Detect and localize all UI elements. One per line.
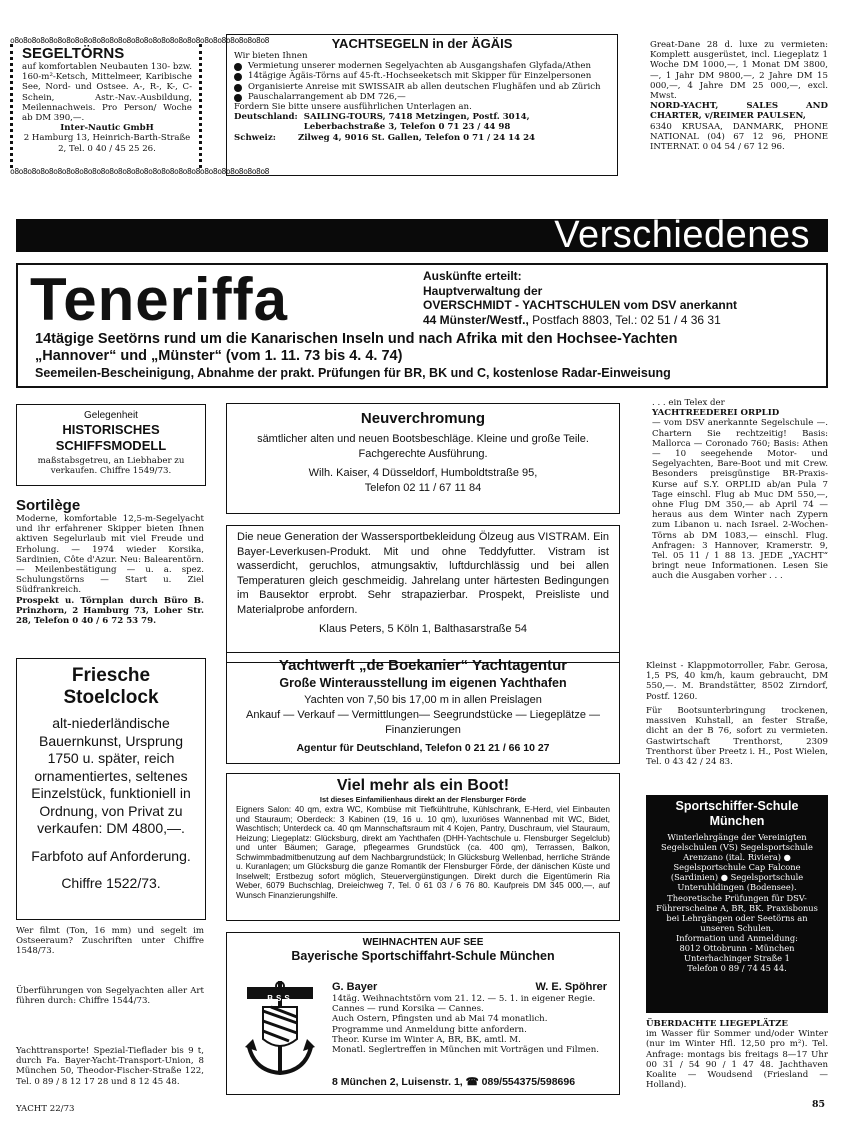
boot-title: Viel mehr als ein Boot! (336, 777, 510, 794)
boot-body: Eigners Salon: 40 qm, extra WC, Kombüse mit Tiefkühltruhe, Kühlschrank, E-Herd, viel Einbauten und Stauraum; Oberdeck: 3 Kabinen (19, 16 u. 10 qm), luxuriöses Wannenbad mit WC, Bidet, Waschtisch; Unterdeck ca. 40 qm Mannschaftsraum mit 4 Kojen, Pantry, Duschraum, viel Stauraum, Heizung; Liegeplatz: Glücksburg, direkt am Yachthafen (DHH-Yachtschule u. Flensburger Segelclub) und unter Bäumen; Garage, pflegearmes Grundstück (ca. 400 qm), Terrassen, Balkon, Schwimmbadmitbenutzung auf dem Nachbargrundstück; In Glücksburg Wellenbad, herrliche Strände u. Kuranlagen; um Glücksburg die ganze Romantik der Flensburger Förde, der dänischen Küste und Inselwelt; Erstbezug sofort möglich, Steuervergünstigungen. Direkt durch die Eigentümerin Ria Weber, 6079 Buchschlag, Dreieichweg 7, Tel. 0 61 03 / 6 76 80. Kaufpreis DM 345 000,—, auf Wunsch Finanzierungshilfe. (236, 804, 610, 900)
telephone-icon: ☎ (465, 1076, 479, 1088)
transporte-ad: Yachttransporte! Spezial-Tieflader bis 9 t, durch Fa. Bayer-Yacht-Transport-Union, 8 München 50, Theodor-Fischer-Straße 122, Tel. 0 89 / 8 12 17 28 und 8 12 45 48. (16, 1046, 204, 1087)
ueberfuehrungen-ad: Überführungen von Segelyachten aller Art führen durch: Chiffre 1544/73. (16, 986, 204, 1007)
bullet-icon (234, 94, 242, 102)
chain-border-bottom: o8o8o8o8o8o8o8o8o8o8o8o8o8o8o8o8o8o8o8o8o8o8o8o8o8o8o8o8o8o8 (10, 167, 269, 176)
sortilege-body: Moderne, komfortable 12,5-m-Segelyacht und ihr erfahrener Skipper bieten Ihnen aktiven Segelurlaub mit viel Freude und Erholung. — 1974 wieder Korsika, Sardinien, Côte d'Azur. Neu: Balearentörn. — Meilenbestätigung — u. a. spez. Schulungstörns — Start u. Ziel Südfrankreich. (16, 514, 204, 596)
aegaeis-ad (226, 34, 618, 176)
great-dane-ad (650, 40, 828, 152)
weihnachten-name-left: G. Bayer (332, 981, 378, 993)
teneriffa-line2: „Hannover“ und „Münster“ (vom 1. 11. 73 bis 4. 4. 74) (35, 348, 403, 364)
stoelclock-photo: Farbfoto auf Anforderung. (31, 847, 191, 864)
aegaeis-item: Vermietung unserer modernen Segelyachten ab Ausgangshafen Glyfada/Athen (234, 61, 610, 71)
segeltoerns-address: 2 Hamburg 13, Heinrich-Barth-Straße 2, Tel. 0 40 / 45 25 26. (23, 133, 191, 154)
bullet-icon (234, 84, 242, 92)
aegaeis-item: Pauschalarrangement ab DM 726,— (234, 92, 610, 102)
teneriffa-line1: 14tägige Seetörns rund um die Kanarischen Inseln und nach Afrika mit den Hochsee-Yachten (35, 331, 678, 347)
bootsunter-ad: Für Bootsunterbringung trockenen, massiven Kuhstall, an fester Straße, dicht an der B 76, sofort zu vermieten. Gastwirtschaft Trenthorst, 2309 Trenthorst über Preetz i. H., Post Wielen, Tel. 0 43 42 / 24 83. (646, 706, 828, 768)
stoelclock-chiffre: Chiffre 1522/73. (61, 875, 161, 891)
liegeplaetze-title: ÜBERDACHTE LIEGEPLÄTZE (646, 1019, 788, 1029)
aegaeis-item: 14tägige Ägäis-Törns auf 45-ft.-Hochseeketsch mit Skipper für Einzelpersonen (234, 71, 610, 81)
bullet-icon (234, 73, 242, 81)
boekanier-body: Yachten von 7,50 bis 17,00 m in allen Preislagen Ankauf — Verkauf — Vermittlungen— Seegrundstücke — Liegeplätze — Finanzierungen (245, 694, 601, 736)
sportschiffer-title: Sportschiffer-Schule München (675, 799, 799, 828)
orplid-intro: . . . ein Telex der (652, 398, 725, 408)
bullet-icon (234, 63, 242, 71)
great-dane-address: 6340 KRUSAA, DANMARK, PHONE NATIONAL (04) 67 12 96, PHONE INTERNAT. 0 04 54 / 67 12 96. (650, 121, 828, 153)
boot-subtitle: Ist dieses Einfamilienhaus direkt an der Flensburger Förde (319, 795, 527, 804)
orplid-company: YACHTREEDEREI ORPLID (652, 408, 780, 419)
weihnachten-pre: WEIHNACHTEN AUF SEE (362, 937, 484, 948)
neuverchromung-ad (226, 403, 620, 514)
schiffsmodell-body: maßstabsgetreu, an Liebhaber zu verkaufen. Chiffre 1549/73. (37, 456, 185, 477)
aegaeis-de: Deutschland: SAILING-TOURS, 7418 Metzingen, Postf. 3014, Leberbachstraße 3, Telefon 0 71 23 / 44 98 (234, 112, 530, 133)
great-dane-text: Great-Dane 28 d. luxe zu vermieten: Komplett ausgerüstet, incl. Liegeplatz 1 Woche DM 1000,—, 1 Monat DM 3800,—, 1 Jahr DM 9800,—, 2 Jahre DM 15 000,—, 4 Jahre DM 25 000,—, excl. Mwst. (650, 40, 828, 102)
schiffsmodell-ad (16, 404, 206, 486)
boekanier-agentur: Agentur für Deutschland, Telefon 0 21 21 / 66 10 27 (296, 742, 550, 754)
aegaeis-intro: Wir bieten Ihnen (234, 51, 308, 61)
teneriffa-info: Auskünfte erteilt: Hauptverwaltung der OVERSCHMIDT - YACHTSCHULEN vom DSV anerkannt 44 Münster/Westf., Postfach 8803, Tel.: 02 51 / 4 36 31 (423, 269, 738, 327)
segeltoerns-body: auf komfortablen Neubauten 130- bzw. 160-m²-Ketsch, Mittelmeer, Karibische See, Nord- und Ostsee. A-, R-, K-, C-Schein, Astr.-Nav.-Ausbildung, Meilennachweis. Pro Person/ Woche ab DM 390,—. (22, 62, 192, 124)
boekanier-subtitle: Große Winterausstellung im eigenen Yachthafen (279, 676, 567, 690)
neuverchromung-body: sämtlicher alten und neuen Bootsbeschläge. Kleine und große Teile. Fachgerechte Ausführung. (257, 433, 589, 460)
liegeplaetze-body: im Wasser für Sommer und/oder Winter (nur im Winter Hfl. 12,50 pro m²). Tel. Anfrage: montags bis freitags 8—17 Uhr 00 31 / 54 90 / 1 47 48. Jachthaven Koalite — Woudsend (Friesland — Holland). (646, 1029, 828, 1091)
orplid-body: — vom DSV anerkannte Segelschule —. Chartern Sie rechtzeitig! Basis: Mallorca — Coronado 760; Basis: Athen — 10 seegehende Motor- und Segelyachten, Bare-Boot und mit Crew. Besonders preisgünstige BR-Praxis-Kurse auf S.Y. ORPLID ab/an Pula 7 Tage einschl. Flug ab Muc DM 550,—, ohne Flug DM 350,— ab April 74 — heraus aus dem Winter nach Zypern zum Libanon u. nach Israel. 2-Wochen-Törns ab DM 1083,— einschl. Flug. Anfragen: 3 Hannover, Kramerstr. 9, Tel. 05 11 / 1 88 13. JEDE „YACHT“ bringt neue Informationen. Lesen Sie auch die Ausgaben vorher . . . (652, 418, 828, 582)
stoelclock-ad (16, 658, 206, 920)
neuverchromung-addr: Wilh. Kaiser, 4 Düsseldorf, Humboldtstraße 95, (308, 467, 538, 479)
neuverchromung-title: Neuverchromung (360, 410, 486, 427)
segeltoerns-title: SEGELTÖRNS (22, 45, 125, 62)
page-number: 85 (812, 1099, 826, 1110)
vistram-body: Die neue Generation der Wassersportbekleidung Ölzeug aus VISTRAM. Ein Bayer-Leverkusen-Produkt. Mit und ohne Teddyfutter. Vistram ist wasserdicht, geruchlos, atmungsaktiv, luftdurchlässig und bei allen Temperaturen gleich geschmeidig. Jahrelang unter härtesten Bedingungen im Bausektor erprobt. Sehr strapazierbar. Prospekt, Preisliste und Materialprobe anfordern. (237, 531, 609, 616)
section-title: Verschiedenes (554, 214, 810, 256)
aegaeis-ch: Schweiz: Zilweg 4, 9016 St. Gallen, Telefon 0 71 / 24 14 24 (234, 132, 536, 143)
sortilege-title: Sortilège (16, 497, 81, 514)
weihnachten-name-right: W. E. Spöhrer (535, 981, 607, 993)
chain-border-left (10, 44, 17, 168)
great-dane-company: NORD-YACHT, SALES AND CHARTER, v/REIMER PAULSEN, (650, 101, 828, 122)
liegeplaetze-ad (646, 1019, 828, 1090)
orplid-ad (652, 398, 828, 582)
segeltoerns-ad (10, 36, 269, 176)
aegaeis-title: YACHTSEGELN in der ÄGÄIS (331, 36, 513, 51)
boot-ad (226, 773, 620, 921)
stoelclock-title: Friesche Stoelclock (63, 665, 159, 708)
bss-logo (245, 981, 315, 1077)
segeltoerns-company: Inter-Nautic GmbH (60, 123, 154, 134)
sortilege-ad (16, 497, 204, 626)
aegaeis-item: Organisierte Anreise mit SWISSAIR ab allen deutschen Flughäfen und ab Zürich (234, 82, 610, 92)
aegaeis-outro: Fordern Sie bitte unsere ausführlichen Unterlagen an. (234, 102, 472, 113)
stoelclock-body: alt-niederländische Bauernkunst, Ursprung 1750 u. später, reich ornamentiertes, seltenes Einzelstück, funktioniell in Ordnung, von Privat zu verkaufen: DM 4800,—. (31, 715, 191, 836)
neuverchromung-phone: Telefon 02 11 / 67 11 84 (364, 482, 482, 494)
boekanier-ad (226, 652, 620, 764)
footer-issue: YACHT 22/73 (16, 1104, 75, 1114)
film-ad: Wer filmt (Ton, 16 mm) und segelt im Ostseeraum? Zuschriften unter Chiffre 1548/73. (16, 926, 204, 957)
weihnachten-ad (226, 932, 620, 1095)
chain-border-right (195, 44, 202, 168)
sportschiffer-body: Winterlehrgänge der Vereinigten Segelschulen (VS) Segelsportschule Arenzano (ital. Riviera) ● Segelsportschule Cap Falcone (Sardinien) ● Segelsportschule Unteruhldingen (Bodensee). Theoretische Prüfungen für DSV-Führerscheine A, BR, BK. Praxisbonus bei Lehrgängen oder Seetörns an unseren Schulen. Information und Anmeldung: 8012 Ottobrunn - München Unterhachinger Straße 1 Telefon 0 89 / 74 45 44. (656, 832, 818, 974)
bss-logo-text: BSS (267, 994, 293, 1003)
schiffsmodell-pre: Gelegenheit (84, 410, 138, 421)
teneriffa-line3: Seemeilen-Bescheinigung, Abnahme der prakt. Prüfungen für BR, BK und C, kostenlose Radar-Einweisung (35, 366, 671, 380)
teneriffa-title: Teneriffa (30, 266, 288, 333)
section-banner (16, 214, 828, 256)
chain-border-top: o8o8o8o8o8o8o8o8o8o8o8o8o8o8o8o8o8o8o8o8o8o8o8o8o8o8o8o8o8o8 (10, 36, 269, 45)
teneriffa-ad (16, 263, 828, 388)
vistram-ad (226, 525, 620, 663)
vistram-addr: Klaus Peters, 5 Köln 1, Balthasarstraße 54 (319, 622, 527, 635)
schiffsmodell-title: HISTORISCHES SCHIFFSMODELL (55, 422, 167, 453)
weihnachten-contact: 8 München 2, Luisenstr. 1, ☎ 089/554375/598696 (332, 1076, 576, 1088)
kleinst-ad: Kleinst - Klappmotorroller, Fabr. Gerosa, 1,5 PS, 40 km/h, kaum gebraucht, DM 550,—. M. Brandstätter, 8502 Zirndorf, Postf. 1260. (646, 661, 828, 702)
weihnachten-title: Bayerische Sportschiffahrt-Schule München (291, 949, 555, 963)
weihnachten-body: 14täg. Weihnachtstörn vom 21. 12. — 5. 1. in eigener Regie. Cannes — rund Korsika — Cannes. Auch Ostern, Pfingsten und ab Mai 74 monatlich. Programme und Anmeldung bitte anfordern. Theor. Kurse im Winter A, BR, BK, amtl. M. Monatl. Seglertreffen in München mit Vorträgen und Filmen. (332, 994, 599, 1056)
boekanier-title: Yachtwerft „de Boekanier“ Yachtagentur (278, 657, 568, 674)
sportschiffer-ad (646, 795, 828, 1013)
sortilege-contact: Prospekt u. Törnplan durch Büro B. Prinzhorn, 2 Hamburg 73, Loher Str. 28, Telefon 0 40 / 6 72 53 79. (16, 595, 204, 627)
